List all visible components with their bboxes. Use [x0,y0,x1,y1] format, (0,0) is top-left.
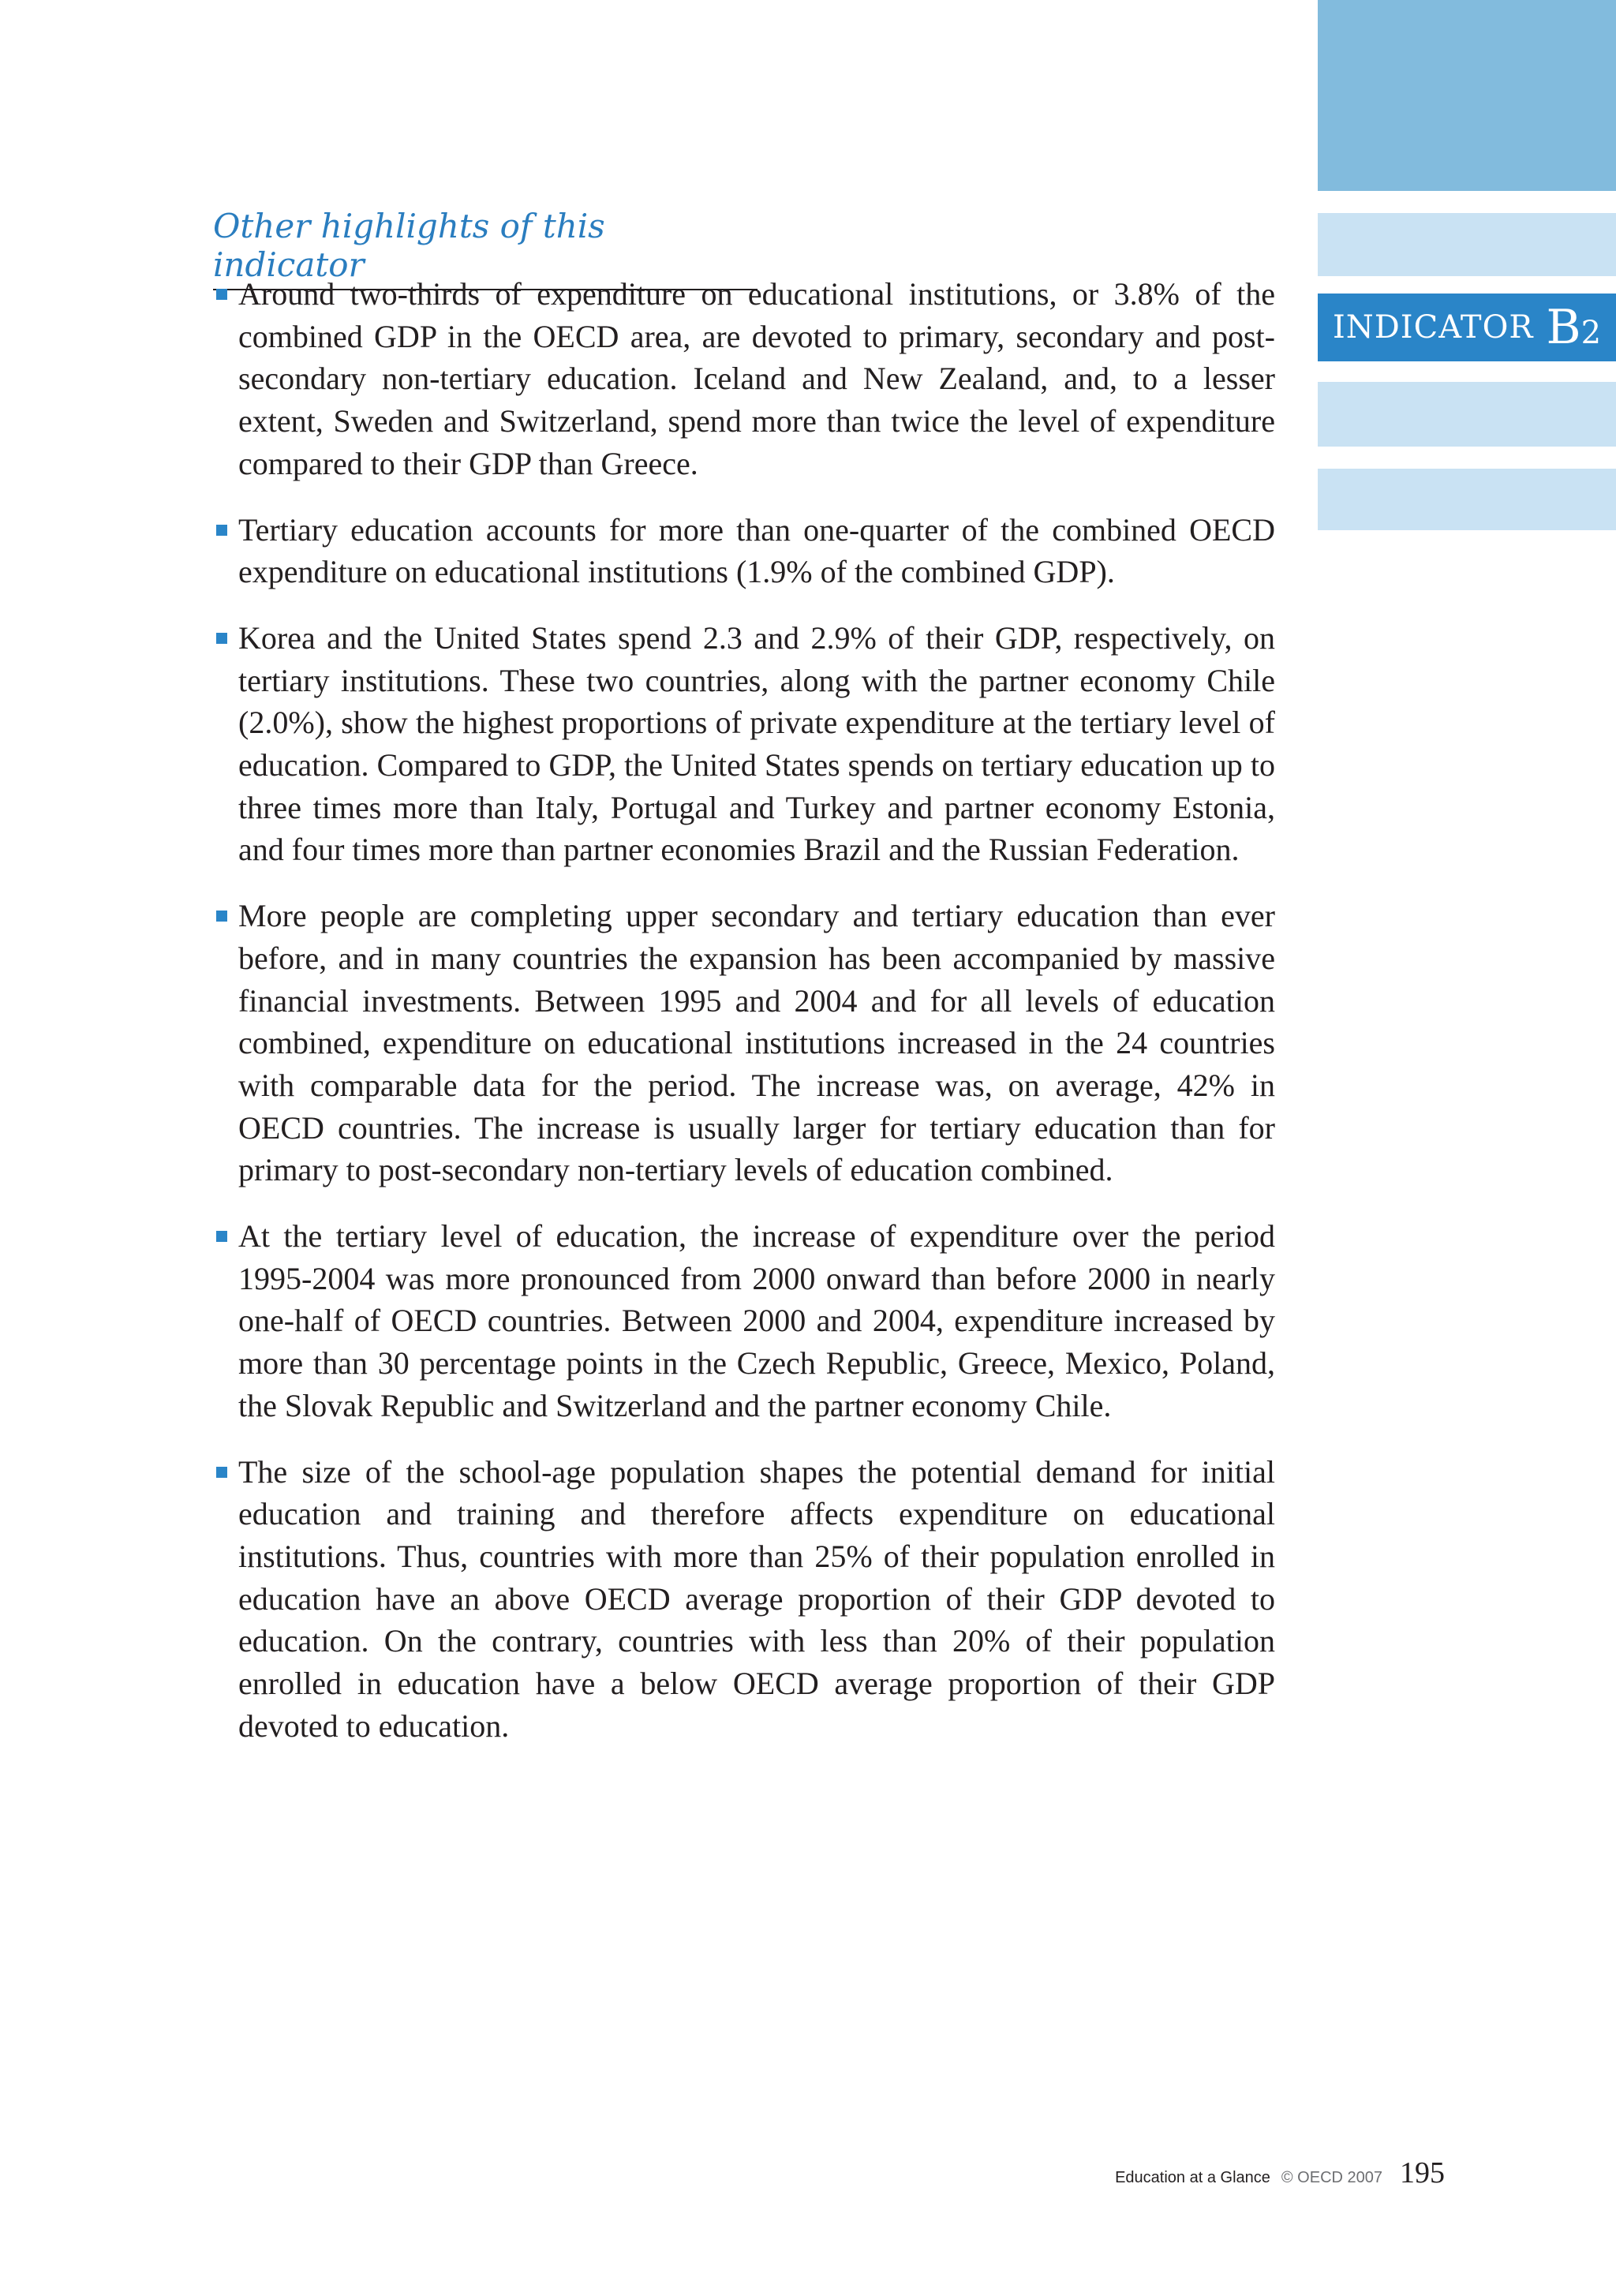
bullet-square-icon [216,1231,227,1242]
bullet-square-icon [216,633,227,644]
indicator-letter: B [1546,300,1581,355]
list-item [216,617,1275,871]
page-footer [1115,2156,1445,2190]
bullet-text: The size of the school-age population shapes the potential demand for initial education and training and therefore affects expenditure on educational institutions. Thus, countries with more than 25% of their population enrolled in education have an above OECD average proportion of their GDP devoted to education. On the contrary, countries with less than 20% of their population enrolled in education have a below OECD average proportion of their GDP devoted to education. [238,1453,1275,1744]
list-item [216,273,1275,485]
side-tab-light-1 [1318,213,1616,276]
bullet-square-icon [216,911,227,922]
side-tab-top [1318,0,1616,191]
bullet-text: At the tertiary level of education, the increase of expenditure over the period 1995-2004 was more pronounced from 2000 onward than before 2000 in nearly one-half of OECD countries. Between 2000 and 2004, expenditure increased by more than 30 percentage points in the Czech Republic, Greece, Mexico, Poland, the Slovak Republic and Switzerland and the partner economy Chile. [238,1218,1275,1423]
copyright-notice: © OECD 2007 [1281,2169,1382,2186]
indicator-code [1546,300,1602,355]
bullet-square-icon [216,289,227,300]
bullet-text: Around two-thirds of expenditure on educational institutions, or 3.8% of the combined GDP in the OECD area, are devoted to primary, secondary and post-secondary non-tertiary education. Iceland and New Zealand, and, to a lesser extent, Sweden and Switzerland, spend more than twice the level of expenditure compared to their GDP than Greece. [238,276,1275,481]
section-heading: Other highlights of this indicator [213,207,758,290]
page-number: 195 [1400,2156,1445,2189]
bullet-text: Korea and the United States spend 2.3 and 2.9% of their GDP, respectively, on tertiary institutions. These two countries, along with the partner economy Chile (2.0%), show the highest proportions of private expenditure at the tertiary level of education. Compared to GDP, the United States spends on tertiary education up to three times more than Italy, Portugal and Turkey and partner economy Estonia, and four times more than partner economies Brazil and the Russian Federation. [238,619,1275,868]
side-tab-light-2 [1318,382,1616,447]
publication-title: Education at a Glance [1115,2169,1270,2186]
bullet-square-icon [216,1467,227,1478]
side-tab-light-3 [1318,469,1616,530]
bullet-text: More people are completing upper secondary and tertiary education than ever before, and in many countries the expansion has been accompanied by massive financial investments. Between 1995 and 2004 and for all levels of education combined, expenditure on educational institutions increased in the 24 countries with comparable data for the period. The increase was, on average, 42% in OECD countries. The increase is usually larger for tertiary education than for primary to post-secondary non-tertiary levels of education combined. [238,898,1275,1188]
highlights-list [216,273,1275,1771]
indicator-label: INDICATOR [1332,309,1534,346]
indicator-tab [1318,294,1616,361]
list-item [216,895,1275,1191]
list-item [216,1451,1275,1748]
list-item [216,509,1275,593]
indicator-number: 2 [1580,315,1602,351]
list-item [216,1215,1275,1427]
bullet-text: Tertiary education accounts for more than one-quarter of the combined OECD expenditure on educational institutions (1.9% of the combined GDP). [238,511,1275,590]
bullet-square-icon [216,525,227,536]
